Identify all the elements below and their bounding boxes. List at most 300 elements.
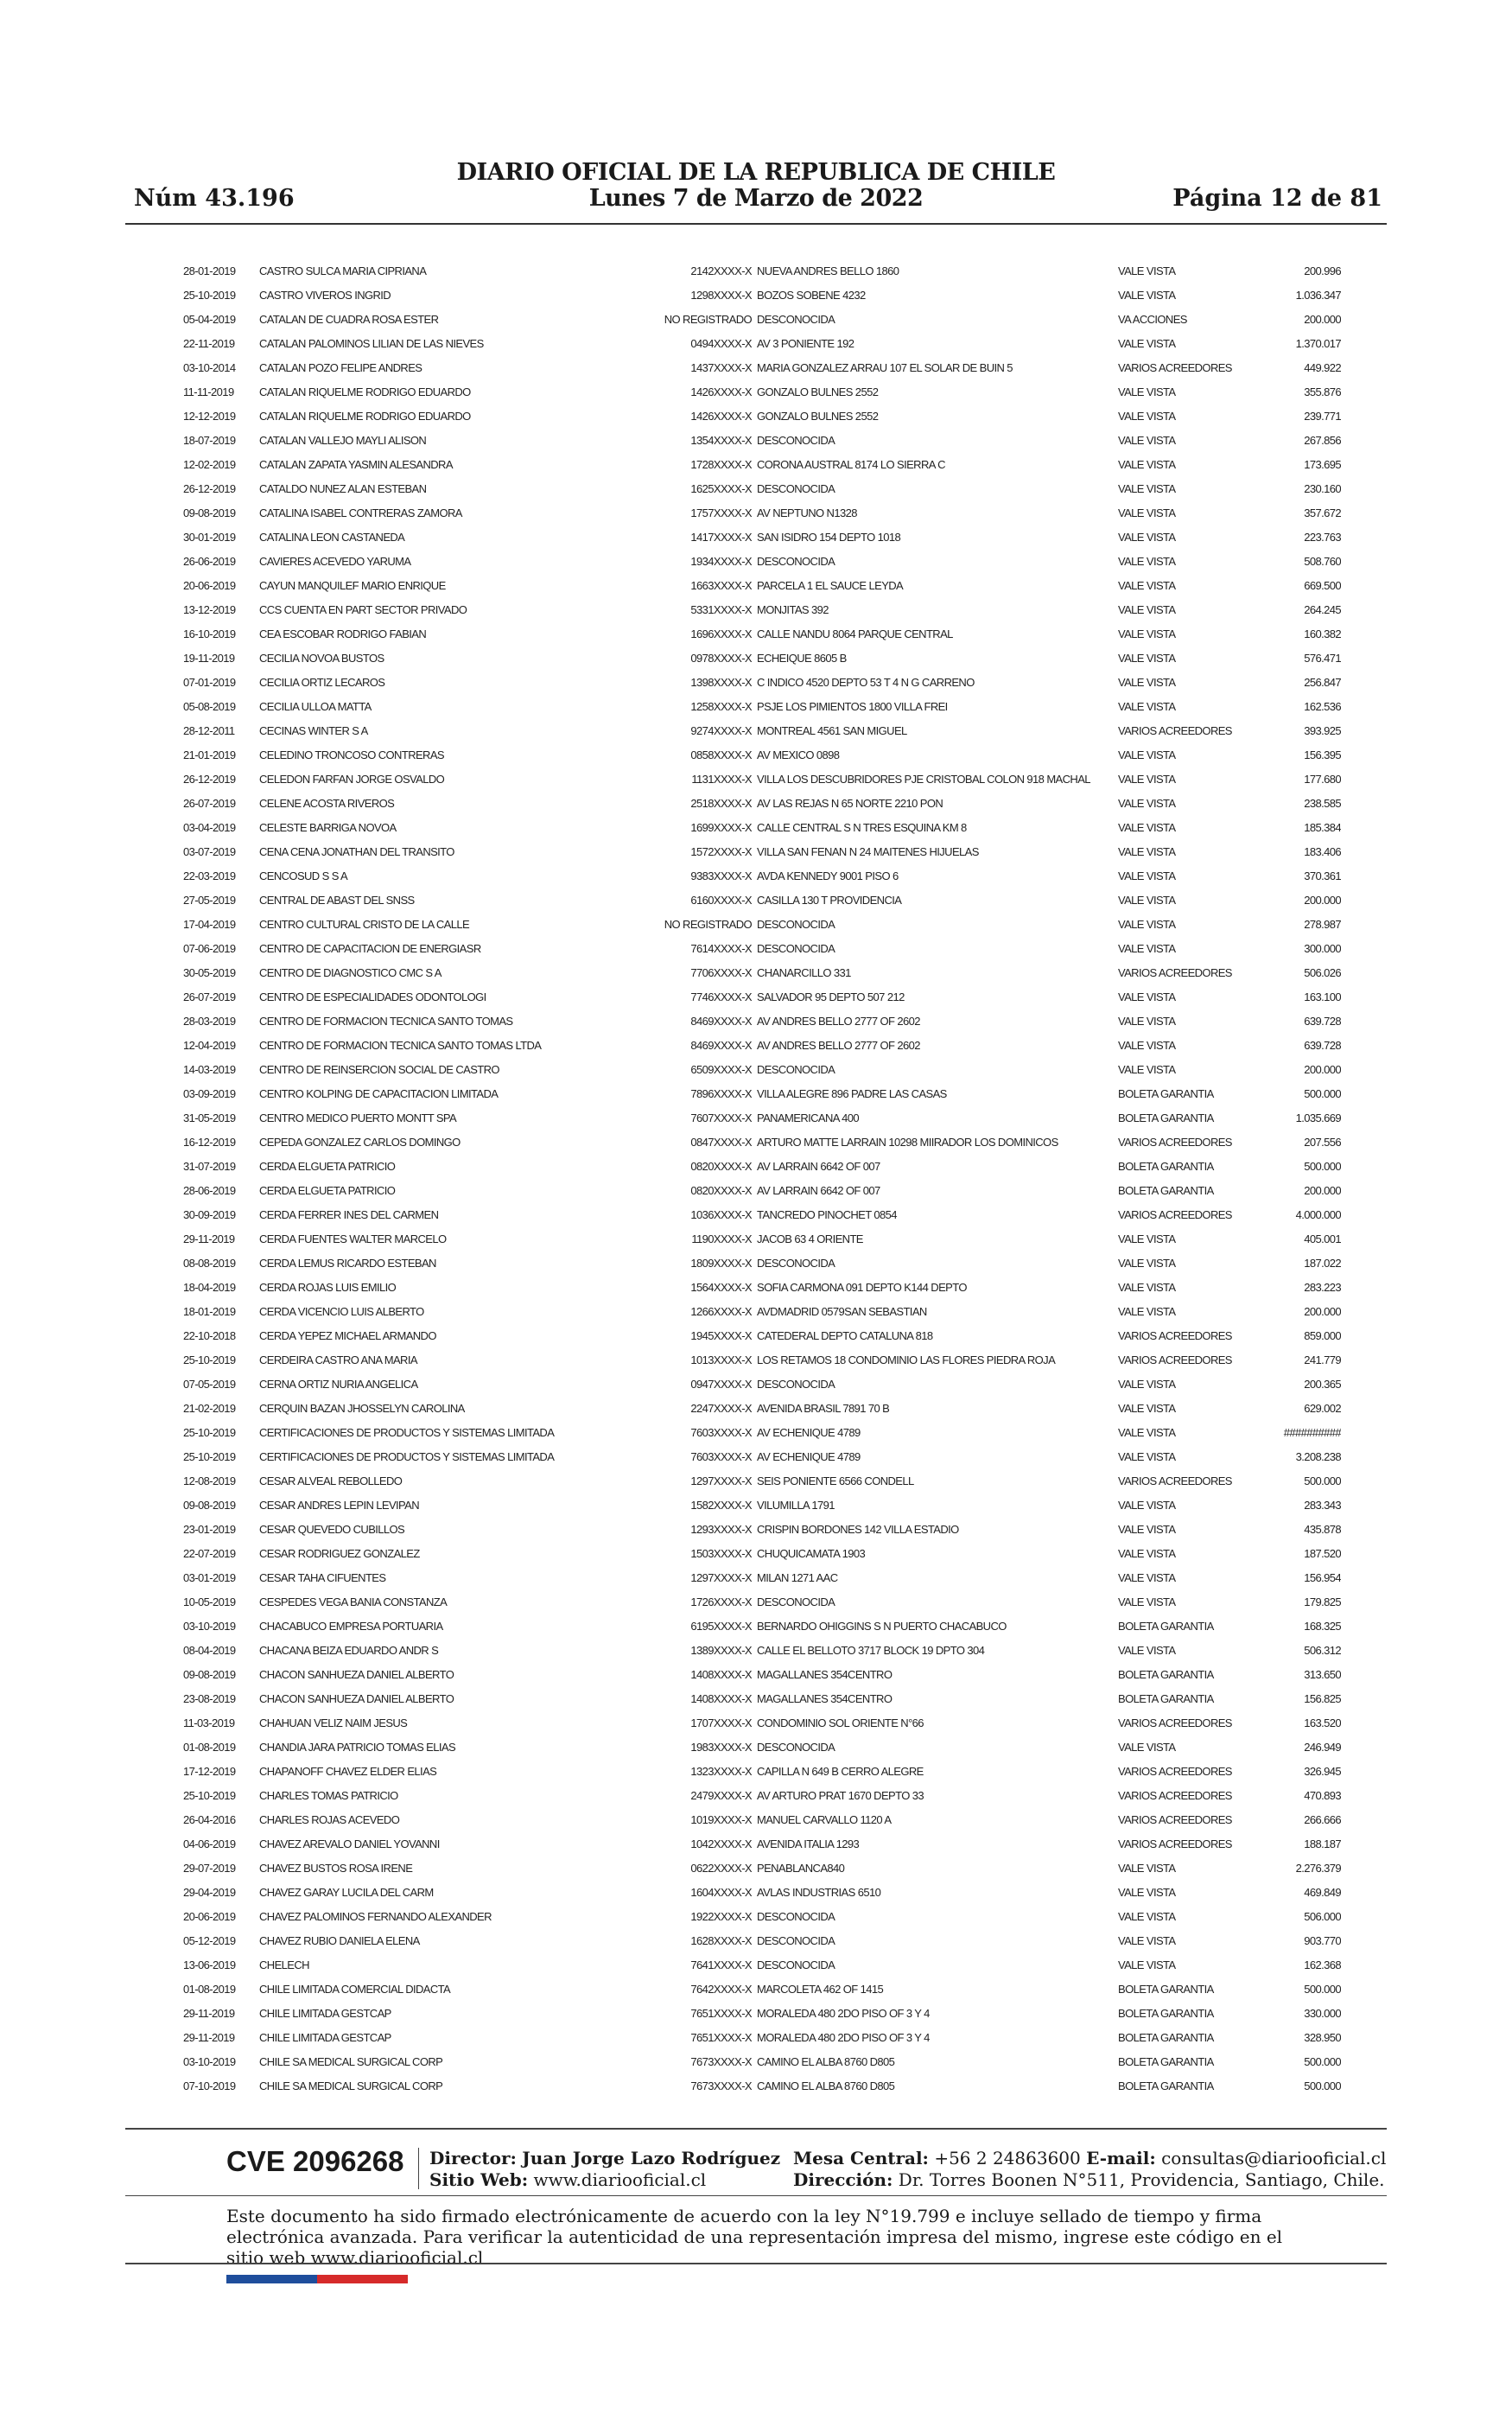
row-address: AV ANDRES BELLO 2777 OF 2602 <box>757 1039 920 1052</box>
row-date: 26-07-2019 <box>183 797 236 810</box>
row-rut: 7614XXXX-X <box>690 942 752 955</box>
row-amount: 187.022 <box>1304 1257 1341 1270</box>
row-name: CENTRO DE DIAGNOSTICO CMC S A <box>259 966 442 979</box>
row-amount: 313.650 <box>1304 1668 1341 1681</box>
footer-divider-bottom <box>125 2263 1387 2264</box>
row-amount: 393.925 <box>1304 724 1341 737</box>
row-amount: 330.000 <box>1304 2007 1341 2020</box>
row-date: 01-08-2019 <box>183 1741 236 1754</box>
row-name: CERTIFICACIONES DE PRODUCTOS Y SISTEMAS LIMITADA <box>259 1426 555 1439</box>
table-row <box>183 1735 1341 1760</box>
row-amount: 500.000 <box>1304 1160 1341 1173</box>
row-name: CESAR ALVEAL REBOLLEDO <box>259 1474 403 1487</box>
issue-number: Núm 43.196 <box>134 185 295 212</box>
table-row <box>183 1614 1341 1639</box>
row-amount: 300.000 <box>1304 942 1341 955</box>
row-address: AV NEPTUNO N1328 <box>757 506 857 519</box>
table-row <box>183 792 1341 816</box>
row-type: VALE VISTA <box>1118 1281 1176 1294</box>
row-rut: 1945XXXX-X <box>690 1329 752 1342</box>
row-type: VARIOS ACREEDORES <box>1118 361 1232 374</box>
row-name: CERDEIRA CASTRO ANA MARIA <box>259 1353 417 1366</box>
table-row <box>183 1566 1341 1590</box>
row-address: MORALEDA 480 2DO PISO OF 3 Y 4 <box>757 2007 930 2020</box>
row-type: BOLETA GARANTIA <box>1118 1983 1214 1996</box>
row-name: CENTRO DE REINSERCION SOCIAL DE CASTRO <box>259 1063 499 1076</box>
table-row <box>183 1421 1341 1445</box>
row-date: 07-01-2019 <box>183 676 236 689</box>
row-address: MILAN 1271 AAC <box>757 1571 838 1584</box>
row-amount: 156.395 <box>1304 748 1341 761</box>
row-amount: 1.036.347 <box>1295 289 1341 302</box>
row-date: 08-04-2019 <box>183 1644 236 1657</box>
row-date: 07-05-2019 <box>183 1378 236 1391</box>
row-rut: 8469XXXX-X <box>690 1039 752 1052</box>
table-row <box>183 525 1341 550</box>
row-amount: 179.825 <box>1304 1595 1341 1608</box>
row-date: 29-04-2019 <box>183 1886 236 1899</box>
row-rut: 0820XXXX-X <box>690 1184 752 1197</box>
row-type: VALE VISTA <box>1118 918 1176 931</box>
row-type: VARIOS ACREEDORES <box>1118 1789 1232 1802</box>
row-address: AV 3 PONIENTE 192 <box>757 337 854 350</box>
row-amount: 267.856 <box>1304 434 1341 447</box>
row-type: VALE VISTA <box>1118 942 1176 955</box>
table-row <box>183 1372 1341 1397</box>
row-date: 12-12-2019 <box>183 410 236 423</box>
row-date: 01-08-2019 <box>183 1983 236 1996</box>
row-name: CESAR ANDRES LEPIN LEVIPAN <box>259 1499 420 1512</box>
row-rut: 7673XXXX-X <box>690 2079 752 2092</box>
row-name: CHELECH <box>259 1958 309 1971</box>
row-address: LOS RETAMOS 18 CONDOMINIO LAS FLORES PIEDRA ROJA <box>757 1353 1056 1366</box>
row-date: 25-10-2019 <box>183 1353 236 1366</box>
row-date: 28-12-2011 <box>183 724 235 737</box>
row-amount: 283.343 <box>1304 1499 1341 1512</box>
row-type: VALE VISTA <box>1118 289 1176 302</box>
row-amount: 2.276.379 <box>1295 1862 1341 1875</box>
row-type: BOLETA GARANTIA <box>1118 2079 1214 2092</box>
table-row <box>183 1155 1341 1179</box>
table-row <box>183 671 1341 695</box>
email-label: E-mail: <box>1086 2148 1156 2168</box>
row-rut: 1190XXXX-X <box>691 1232 752 1245</box>
row-rut: 7896XXXX-X <box>690 1087 752 1100</box>
table-row <box>183 1034 1341 1058</box>
table-row <box>183 1493 1341 1518</box>
row-address: DESCONOCIDA <box>757 918 835 931</box>
row-name: CECINAS WINTER S A <box>259 724 368 737</box>
mesa-phone: +56 2 24863600 <box>934 2148 1081 2168</box>
row-rut: 1398XXXX-X <box>690 676 752 689</box>
row-type: VALE VISTA <box>1118 990 1176 1003</box>
row-amount: 156.825 <box>1304 1692 1341 1705</box>
row-rut: 1019XXXX-X <box>690 1813 752 1826</box>
row-address: MAGALLANES 354CENTRO <box>757 1668 893 1681</box>
table-row <box>183 1130 1341 1155</box>
table-row <box>183 1808 1341 1832</box>
masthead <box>432 160 1080 212</box>
row-date: 17-12-2019 <box>183 1765 236 1778</box>
row-rut: 0858XXXX-X <box>690 748 752 761</box>
table-row <box>183 1760 1341 1784</box>
row-type: VALE VISTA <box>1118 700 1176 713</box>
row-amount: 639.728 <box>1304 1015 1341 1028</box>
row-amount: 576.471 <box>1304 652 1341 665</box>
row-address: DESCONOCIDA <box>757 1910 835 1923</box>
row-address: ARTURO MATTE LARRAIN 10298 MIIRADOR LOS DOMINICOS <box>757 1136 1058 1149</box>
row-type: BOLETA GARANTIA <box>1118 1087 1214 1100</box>
row-rut: 1293XXXX-X <box>690 1523 752 1536</box>
row-rut: 0622XXXX-X <box>690 1862 752 1875</box>
table-row <box>183 404 1341 429</box>
row-name: CHANDIA JARA PATRICIO TOMAS ELIAS <box>259 1741 456 1754</box>
table-row <box>183 380 1341 404</box>
row-date: 07-10-2019 <box>183 2079 236 2092</box>
row-address: TANCREDO PINOCHET 0854 <box>757 1208 897 1221</box>
row-amount: 162.368 <box>1304 1958 1341 1971</box>
row-address: MARIA GONZALEZ ARRAU 107 EL SOLAR DE BUIN 5 <box>757 361 1013 374</box>
row-date: 14-03-2019 <box>183 1063 236 1076</box>
row-type: VALE VISTA <box>1118 845 1176 858</box>
row-date: 29-11-2019 <box>183 2007 235 2020</box>
row-date: 11-11-2019 <box>183 385 234 398</box>
row-address: AV MEXICO 0898 <box>757 748 840 761</box>
row-name: CENTRAL DE ABAST DEL SNSS <box>259 894 415 907</box>
row-type: VALE VISTA <box>1118 555 1176 568</box>
row-date: 29-07-2019 <box>183 1862 236 1875</box>
table-row <box>183 1106 1341 1130</box>
row-address: DESCONOCIDA <box>757 482 835 495</box>
table-row <box>183 719 1341 743</box>
table-row <box>183 429 1341 453</box>
table-row <box>183 501 1341 525</box>
row-type: VARIOS ACREEDORES <box>1118 1813 1232 1826</box>
row-rut: 7607XXXX-X <box>690 1111 752 1124</box>
row-type: VALE VISTA <box>1118 482 1176 495</box>
row-rut: 7642XXXX-X <box>690 1983 752 1996</box>
row-amount: 506.312 <box>1304 1644 1341 1657</box>
flag-bar-blue <box>226 2275 317 2283</box>
row-date: 21-01-2019 <box>183 748 236 761</box>
row-date: 23-01-2019 <box>183 1523 236 1536</box>
row-date: 16-10-2019 <box>183 627 236 640</box>
row-date: 12-04-2019 <box>183 1039 236 1052</box>
row-date: 25-10-2019 <box>183 1789 236 1802</box>
row-amount: 1.370.017 <box>1295 337 1341 350</box>
row-address: VILLA ALEGRE 896 PADRE LAS CASAS <box>757 1087 947 1100</box>
row-name: CATALINA LEON CASTANEDA <box>259 531 405 544</box>
row-name: CEPEDA GONZALEZ CARLOS DOMINGO <box>259 1136 461 1149</box>
row-type: VALE VISTA <box>1118 1039 1176 1052</box>
row-date: 29-11-2019 <box>183 2031 235 2044</box>
row-address: DESCONOCIDA <box>757 313 835 326</box>
row-address: SOFIA CARMONA 091 DEPTO K144 DEPTO <box>757 1281 967 1294</box>
header-divider <box>125 223 1387 225</box>
row-name: CATALAN VALLEJO MAYLI ALISON <box>259 434 427 447</box>
table-row <box>183 453 1341 477</box>
row-name: CENTRO MEDICO PUERTO MONTT SPA <box>259 1111 457 1124</box>
row-name: CHILE SA MEDICAL SURGICAL CORP <box>259 2055 443 2068</box>
row-address: CALLE EL BELLOTO 3717 BLOCK 19 DPTO 304 <box>757 1644 985 1657</box>
row-date: 05-08-2019 <box>183 700 236 713</box>
row-type: BOLETA GARANTIA <box>1118 1668 1214 1681</box>
row-amount: 669.500 <box>1304 579 1341 592</box>
row-date: 26-04-2016 <box>183 1813 236 1826</box>
row-name: CHAVEZ RUBIO DANIELA ELENA <box>259 1934 420 1947</box>
row-address: AV ECHENIQUE 4789 <box>757 1450 861 1463</box>
records-body <box>183 259 1341 2098</box>
table-row <box>183 1542 1341 1566</box>
row-rut: 1726XXXX-X <box>690 1595 752 1608</box>
row-type: VALE VISTA <box>1118 1958 1176 1971</box>
row-type: VALE VISTA <box>1118 337 1176 350</box>
row-name: CERDA FERRER INES DEL CARMEN <box>259 1208 439 1221</box>
row-rut: 1572XXXX-X <box>690 845 752 858</box>
row-amount: 241.779 <box>1304 1353 1341 1366</box>
row-type: VARIOS ACREEDORES <box>1118 1136 1232 1149</box>
row-date: 08-08-2019 <box>183 1257 236 1270</box>
row-rut: 8469XXXX-X <box>690 1015 752 1028</box>
row-rut: 2142XXXX-X <box>690 264 752 277</box>
row-rut: 0978XXXX-X <box>690 652 752 665</box>
row-date: 03-01-2019 <box>183 1571 236 1584</box>
row-type: VALE VISTA <box>1118 1257 1176 1270</box>
row-date: 04-06-2019 <box>183 1837 236 1850</box>
row-address: PENABLANCA840 <box>757 1862 845 1875</box>
table-row <box>183 1639 1341 1663</box>
row-name: CERDA FUENTES WALTER MARCELO <box>259 1232 447 1245</box>
row-name: CENTRO KOLPING DE CAPACITACION LIMITADA <box>259 1087 499 1100</box>
row-address: CALLE CENTRAL S N TRES ESQUINA KM 8 <box>757 821 967 834</box>
row-type: VALE VISTA <box>1118 1547 1176 1560</box>
table-row <box>183 259 1341 283</box>
row-rut: 1625XXXX-X <box>690 482 752 495</box>
table-row <box>183 1856 1341 1881</box>
table-row <box>183 2074 1341 2098</box>
row-rut: 1628XXXX-X <box>690 1934 752 1947</box>
table-row <box>183 1832 1341 1856</box>
row-name: CERQUIN BAZAN JHOSSELYN CAROLINA <box>259 1402 465 1415</box>
row-name: CHARLES ROJAS ACEVEDO <box>259 1813 400 1826</box>
row-address: AV ANDRES BELLO 2777 OF 2602 <box>757 1015 920 1028</box>
row-date: 07-06-2019 <box>183 942 236 955</box>
table-row <box>183 864 1341 888</box>
row-type: VALE VISTA <box>1118 773 1176 786</box>
row-address: DESCONOCIDA <box>757 1378 835 1391</box>
table-row <box>183 332 1341 356</box>
row-address: AVDA KENNEDY 9001 PISO 6 <box>757 869 899 882</box>
row-address: DESCONOCIDA <box>757 434 835 447</box>
row-address: MONJITAS 392 <box>757 603 829 616</box>
row-amount: 177.680 <box>1304 773 1341 786</box>
footer-separator <box>418 2148 419 2189</box>
row-amount: 230.160 <box>1304 482 1341 495</box>
row-address: DESCONOCIDA <box>757 1063 835 1076</box>
row-name: CATALAN DE CUADRA ROSA ESTER <box>259 313 439 326</box>
row-amount: 500.000 <box>1304 1983 1341 1996</box>
row-type: VARIOS ACREEDORES <box>1118 1474 1232 1487</box>
row-amount: 200.000 <box>1304 894 1341 907</box>
row-address: MAGALLANES 354CENTRO <box>757 1692 893 1705</box>
row-date: 03-09-2019 <box>183 1087 236 1100</box>
row-rut: 1564XXXX-X <box>690 1281 752 1294</box>
row-name: CHILE SA MEDICAL SURGICAL CORP <box>259 2079 443 2092</box>
row-type: VALE VISTA <box>1118 1378 1176 1391</box>
row-name: CHACABUCO EMPRESA PORTUARIA <box>259 1620 443 1633</box>
row-address: AV LARRAIN 6642 OF 007 <box>757 1160 880 1173</box>
row-type: VALE VISTA <box>1118 531 1176 544</box>
row-rut: 1408XXXX-X <box>690 1668 752 1681</box>
table-row <box>183 1687 1341 1711</box>
row-rut: 2518XXXX-X <box>690 797 752 810</box>
row-rut: 1042XXXX-X <box>690 1837 752 1850</box>
row-date: 31-05-2019 <box>183 1111 236 1124</box>
email-link[interactable]: consultas@diariooficial.cl <box>1161 2148 1387 2168</box>
table-row <box>183 477 1341 501</box>
row-date: 03-10-2014 <box>183 361 236 374</box>
row-amount: 188.187 <box>1304 1837 1341 1850</box>
row-type: BOLETA GARANTIA <box>1118 2031 1214 2044</box>
row-date: 31-07-2019 <box>183 1160 236 1173</box>
row-name: CELESTE BARRIGA NOVOA <box>259 821 397 834</box>
row-rut: 1699XXXX-X <box>690 821 752 834</box>
row-date: 03-04-2019 <box>183 821 236 834</box>
row-amount: 200.000 <box>1304 1305 1341 1318</box>
director-label: Director: <box>429 2148 517 2168</box>
row-date: 30-09-2019 <box>183 1208 236 1221</box>
issue-date: Lunes 7 de Marzo de 2022 <box>588 185 924 212</box>
row-amount: 1.035.669 <box>1295 1111 1341 1124</box>
row-date: 26-12-2019 <box>183 482 236 495</box>
row-rut: 1297XXXX-X <box>690 1571 752 1584</box>
row-address: AVENIDA ITALIA 1293 <box>757 1837 860 1850</box>
address-label: Dirección: <box>793 2169 893 2190</box>
table-row <box>183 574 1341 598</box>
row-name: CERDA ROJAS LUIS EMILIO <box>259 1281 397 1294</box>
row-type: VALE VISTA <box>1118 1934 1176 1947</box>
row-amount: 629.002 <box>1304 1402 1341 1415</box>
row-name: CERNA ORTIZ NURIA ANGELICA <box>259 1378 418 1391</box>
row-rut: 1582XXXX-X <box>690 1499 752 1512</box>
row-name: CHILE LIMITADA GESTCAP <box>259 2007 391 2020</box>
row-amount: 160.382 <box>1304 627 1341 640</box>
row-name: CHAVEZ GARAY LUCILA DEL CARM <box>259 1886 434 1899</box>
row-amount: 278.987 <box>1304 918 1341 931</box>
row-type: VALE VISTA <box>1118 1305 1176 1318</box>
table-row <box>183 1082 1341 1106</box>
table-row <box>183 743 1341 767</box>
row-amount: 163.100 <box>1304 990 1341 1003</box>
table-row <box>183 598 1341 622</box>
row-date: 03-10-2019 <box>183 1620 236 1633</box>
row-amount: 500.000 <box>1304 2079 1341 2092</box>
row-rut: 6195XXXX-X <box>690 1620 752 1633</box>
table-row <box>183 356 1341 380</box>
row-date: 05-12-2019 <box>183 1934 236 1947</box>
row-date: 05-04-2019 <box>183 313 236 326</box>
row-name: CATALAN ZAPATA YASMIN ALESANDRA <box>259 458 453 471</box>
row-amount: 162.536 <box>1304 700 1341 713</box>
row-rut: 6509XXXX-X <box>690 1063 752 1076</box>
row-rut: NO REGISTRADO <box>664 313 752 326</box>
row-date: 21-02-2019 <box>183 1402 236 1415</box>
row-address: SAN ISIDRO 154 DEPTO 1018 <box>757 531 901 544</box>
row-rut: 1696XXXX-X <box>690 627 752 640</box>
row-type: VALE VISTA <box>1118 1426 1176 1439</box>
site-link[interactable]: www.diariooficial.cl <box>533 2169 707 2190</box>
table-row <box>183 1300 1341 1324</box>
row-date: 29-11-2019 <box>183 1232 235 1245</box>
row-amount: 506.026 <box>1304 966 1341 979</box>
row-amount: 449.922 <box>1304 361 1341 374</box>
row-rut: 1323XXXX-X <box>690 1765 752 1778</box>
row-type: VALE VISTA <box>1118 410 1176 423</box>
row-name: CESAR QUEVEDO CUBILLOS <box>259 1523 405 1536</box>
row-type: BOLETA GARANTIA <box>1118 1111 1214 1124</box>
director-name: Juan Jorge Lazo Rodríguez <box>522 2148 781 2168</box>
row-type: VARIOS ACREEDORES <box>1118 1765 1232 1778</box>
row-rut: 7641XXXX-X <box>690 1958 752 1971</box>
row-amount: 200.000 <box>1304 1184 1341 1197</box>
row-name: CHACANA BEIZA EDUARDO ANDR S <box>259 1644 439 1657</box>
row-name: CESAR TAHA CIFUENTES <box>259 1571 386 1584</box>
row-rut: 9274XXXX-X <box>690 724 752 737</box>
row-amount: 264.245 <box>1304 603 1341 616</box>
row-address: BERNARDO OHIGGINS S N PUERTO CHACABUCO <box>757 1620 1007 1633</box>
table-row <box>183 2002 1341 2026</box>
row-date: 22-07-2019 <box>183 1547 236 1560</box>
row-rut: 1389XXXX-X <box>690 1644 752 1657</box>
row-name: CATALAN RIQUELME RODRIGO EDUARDO <box>259 385 471 398</box>
row-rut: 7706XXXX-X <box>690 966 752 979</box>
table-row <box>183 1469 1341 1493</box>
row-type: VALE VISTA <box>1118 1523 1176 1536</box>
row-type: VARIOS ACREEDORES <box>1118 966 1232 979</box>
row-amount: 508.760 <box>1304 555 1341 568</box>
row-address: PANAMERICANA 400 <box>757 1111 860 1124</box>
row-name: CENTRO DE ESPECIALIDADES ODONTOLOGI <box>259 990 486 1003</box>
table-row <box>183 550 1341 574</box>
row-name: CENTRO DE FORMACION TECNICA SANTO TOMAS <box>259 1015 513 1028</box>
row-name: CHAVEZ PALOMINOS FERNANDO ALEXANDER <box>259 1910 492 1923</box>
row-date: 12-02-2019 <box>183 458 236 471</box>
row-date: 11-03-2019 <box>183 1716 235 1729</box>
row-rut: 0494XXXX-X <box>690 337 752 350</box>
row-rut: 0947XXXX-X <box>690 1378 752 1391</box>
row-address: MORALEDA 480 2DO PISO OF 3 Y 4 <box>757 2031 930 2044</box>
row-type: VALE VISTA <box>1118 458 1176 471</box>
row-amount: 185.384 <box>1304 821 1341 834</box>
row-address: AVLAS INDUSTRIAS 6510 <box>757 1886 881 1899</box>
table-row <box>183 1663 1341 1687</box>
row-rut: 9383XXXX-X <box>690 869 752 882</box>
row-address: AV ECHENIQUE 4789 <box>757 1426 861 1439</box>
mesa-label: Mesa Central: <box>793 2148 929 2168</box>
row-date: 10-05-2019 <box>183 1595 236 1608</box>
row-name: CHILE LIMITADA COMERCIAL DIDACTA <box>259 1983 451 1996</box>
row-amount: 859.000 <box>1304 1329 1341 1342</box>
row-rut: 7603XXXX-X <box>690 1450 752 1463</box>
row-rut: 1809XXXX-X <box>690 1257 752 1270</box>
row-address: PARCELA 1 EL SAUCE LEYDA <box>757 579 904 592</box>
row-name: CERDA YEPEZ MICHAEL ARMANDO <box>259 1329 436 1342</box>
table-row <box>183 1009 1341 1034</box>
row-name: CATALINA ISABEL CONTRERAS ZAMORA <box>259 506 462 519</box>
row-date: 17-04-2019 <box>183 918 236 931</box>
row-amount: 183.406 <box>1304 845 1341 858</box>
table-row <box>183 308 1341 332</box>
